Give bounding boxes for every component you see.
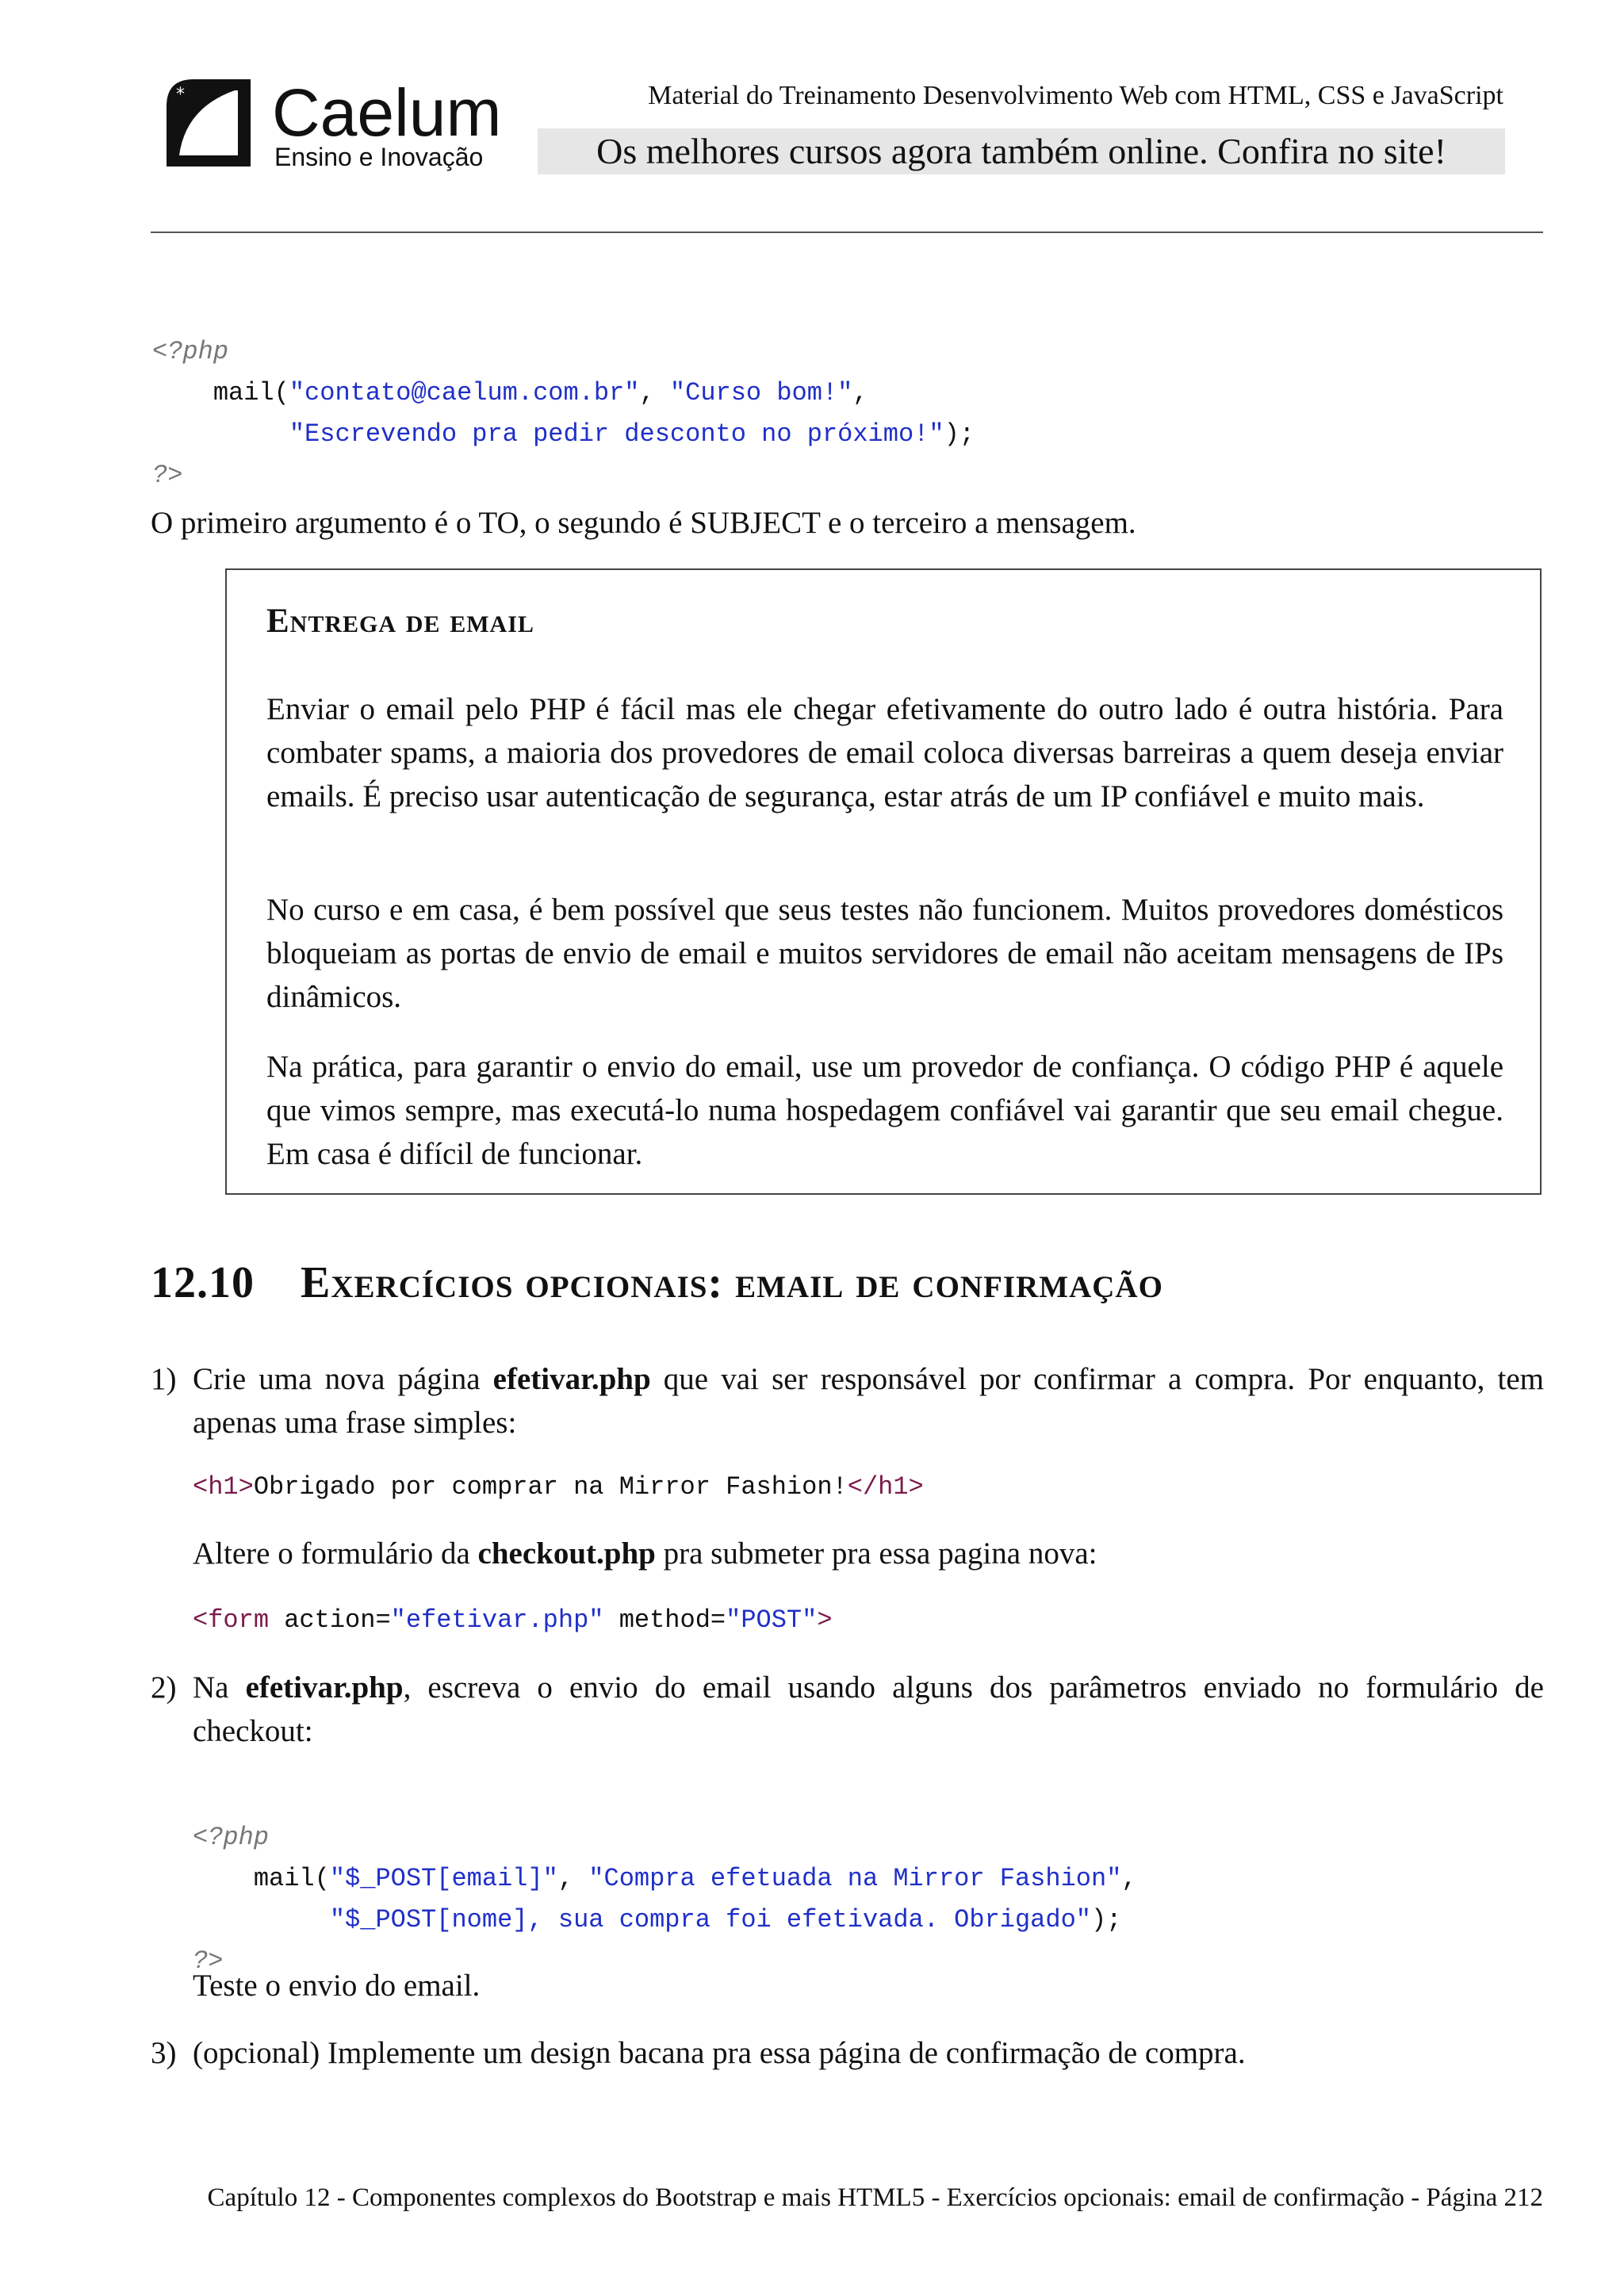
code-string: "$_POST[email]": [329, 1864, 558, 1893]
filename: efetivar.php: [492, 1362, 651, 1396]
code-string: "Curso bom!": [669, 378, 853, 408]
code-tag: <form: [193, 1605, 270, 1635]
section-title: Exercícios opcionais: email de confirmação: [301, 1258, 1163, 1307]
note-paragraph: Na prática, para garantir o envio do email, use um provedor de confiança. O código PHP é aquele que vimos sempre, mas executá-lo numa hospedagem confiável vai garantir que seu email chegue. Em casa é difícil de funcionar.: [266, 1050, 1503, 1171]
exercise-1-text: [193, 1357, 1544, 1445]
note-paragraph: Enviar o email pelo PHP é fácil mas ele chegar efetivamente do outro lado é outra história. Para combater spams, a maioria dos provedores de email coloca diversas barreiras a quem deseja enviar emails. É preciso usar autenticação de segurança, estar atrás de um IP confiável e muito mais.: [266, 692, 1503, 813]
svg-text:*: *: [176, 85, 185, 105]
text: , escreva o envio do email usando alguns dos parâmetros enviado no formulário de checkout:: [193, 1670, 1544, 1748]
exercise-number: 3): [151, 2036, 177, 2070]
code-string: "$_POST[nome], sua compra foi efetivada. Obrigado": [329, 1905, 1091, 1934]
code-tag: >: [817, 1605, 833, 1635]
exercise-3-text: (opcional) Implemente um design bacana pra essa página de confirmação de compra.: [193, 2036, 1246, 2070]
note-box-title: Entrega de email: [266, 603, 534, 640]
code-form: [193, 1600, 833, 1641]
php-open-tag: <?php: [193, 1823, 270, 1852]
note-box: [225, 568, 1542, 1195]
code-text: Obrigado por comprar na Mirror Fashion!: [253, 1472, 848, 1502]
code-string: "Compra efetuada na Mirror Fashion": [588, 1864, 1122, 1893]
php-open-tag: <?php: [152, 337, 229, 366]
header-banner: Os melhores cursos agora também online. Confira no site!: [538, 128, 1505, 174]
code-tag: </h1>: [847, 1472, 924, 1502]
exercise-number: 2): [151, 1670, 177, 1705]
code-string: "efetivar.php": [390, 1605, 604, 1635]
code-tag: <h1>: [193, 1472, 254, 1502]
code-text: ,: [1121, 1864, 1137, 1893]
code-text: [193, 1905, 330, 1934]
code-text: );: [1090, 1905, 1122, 1934]
text: pra submeter pra essa pagina nova:: [655, 1536, 1097, 1571]
header-material-title: Material do Treinamento Desenvolvimento Web com HTML, CSS e JavaScript: [648, 81, 1503, 110]
text: que vai ser responsável por confirmar a compra. Por enquanto, tem apenas uma frase simples:: [193, 1362, 1544, 1440]
code-string: "contato@caelum.com.br": [289, 378, 640, 408]
code-text: ,: [557, 1864, 589, 1893]
code-text: [152, 419, 289, 449]
code-attr: action=: [269, 1605, 391, 1635]
text: Crie uma nova página: [193, 1362, 493, 1396]
page-footer: Capítulo 12 - Componentes complexos do Bootstrap e mais HTML5 - Exercícios opcionais: email de confirmação - Página 212: [207, 2183, 1543, 2212]
section-heading: [151, 1257, 1163, 1308]
text: Altere o formulário da: [193, 1536, 478, 1571]
code-string: "POST": [726, 1605, 818, 1635]
exercise-1-text-2: [193, 1532, 1544, 1575]
filename: checkout.php: [477, 1536, 656, 1571]
code-attr: method=: [603, 1605, 726, 1635]
note-paragraph: No curso e em casa, é bem possível que seus testes não funcionem. Muitos provedores domésticos bloqueiam as portas de envio de email e muitos servidores de email não aceitam mensagens de IPs dinâmicos.: [266, 893, 1503, 1014]
text: Na: [193, 1670, 246, 1705]
header-divider: [151, 232, 1543, 233]
code-text: mail(: [193, 1864, 330, 1893]
caelum-logo: [159, 73, 257, 171]
code-text: );: [944, 419, 975, 449]
section-number: 12.10: [151, 1258, 255, 1307]
exercise-2-text: [193, 1666, 1544, 1753]
exercise-number: 1): [151, 1362, 177, 1396]
php-close-tag: ?>: [152, 461, 183, 490]
logo-name: Caelum: [272, 75, 502, 150]
code-text: mail(: [152, 378, 289, 408]
code-h1: [193, 1467, 924, 1508]
logo-mark-icon: [159, 73, 257, 171]
code-text: ,: [639, 378, 670, 408]
exercise-2-after: Teste o envio do email.: [193, 1969, 481, 2003]
code-string: "Escrevendo pra pedir desconto no próximo!": [289, 419, 944, 449]
php-close-tag: ?>: [193, 1946, 224, 1976]
logo-tagline: Ensino e Inovação: [274, 143, 484, 171]
code-text: ,: [852, 378, 868, 408]
paragraph-mail-arguments: O primeiro argumento é o TO, o segundo é SUBJECT e o terceiro a mensagem.: [151, 506, 1136, 540]
filename: efetivar.php: [245, 1670, 404, 1705]
